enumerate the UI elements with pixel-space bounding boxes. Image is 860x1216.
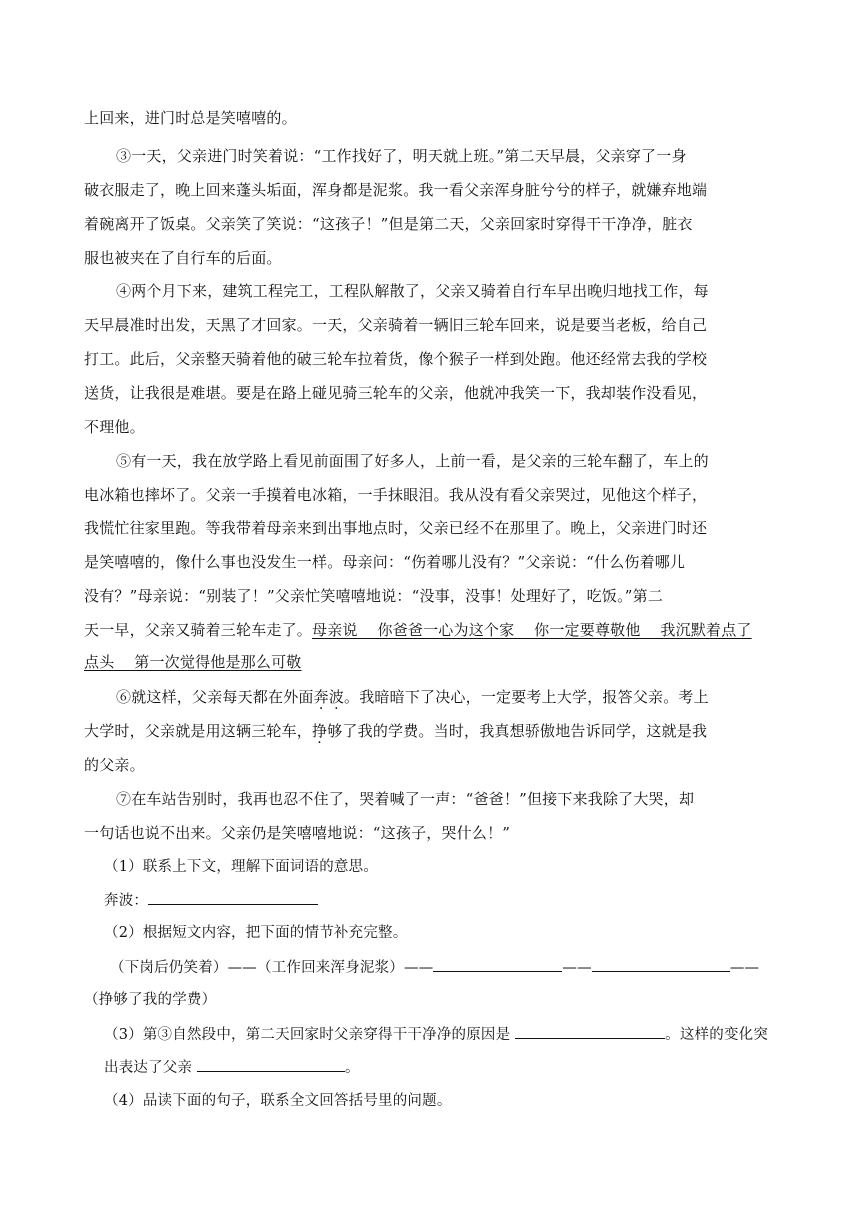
paragraph-4-line: 天早晨准时出发，天黑了才回家。一天，父亲骑着一辆旧三轮车回来，说是要当老板，给自己: [84, 316, 708, 334]
paragraph-5-line: 电冰箱也摔坏了。父亲一手摸着电冰箱，一手抹眼泪。我从没有看父亲哭过，见他这个样子，: [84, 486, 708, 504]
question-3-text: （3）第③自然段中，第二天回家时父亲穿得干干净净的原因是: [104, 1027, 511, 1043]
paragraph-3-line: 着碗离开了饭桌。父亲笑了笑说：“这孩子！”但是第二天，父亲回家时穿得干干净净，脏衣: [84, 215, 693, 233]
paragraph-6-line: 的父亲。: [84, 756, 145, 774]
paragraph-5-text: 天一早，父亲又骑着三轮车走了。: [84, 621, 313, 639]
paragraph-6-text: 。我暗暗下了决心，一定要考上大学，报答父亲。考上: [344, 688, 709, 706]
question-1-answer: [104, 890, 798, 911]
paragraph-2-tail: 上回来，进门时总是笑嘻嘻的。: [84, 109, 297, 127]
paragraph-6-text: ⑥就这样，父亲每天都在外面: [116, 688, 314, 706]
paragraph-6-text: 大学时，父亲就是用这辆三轮车，: [84, 722, 313, 740]
paragraph-5-line: 我慌忙往家里跑。等我带着母亲来到出事地点时，父亲已经不在那里了。晚上，父亲进门时还: [84, 519, 708, 537]
question-2: （2）根据短文内容，把下面的情节补充完整。: [104, 925, 408, 941]
dotted-character: 奔: [313, 688, 329, 706]
paragraph-4-line: 不理他。: [84, 418, 145, 436]
answer-blank[interactable]: [148, 890, 318, 905]
answer-blank[interactable]: [515, 1024, 665, 1039]
dotted-character: 波: [328, 688, 345, 706]
answer-blank[interactable]: [197, 1057, 345, 1072]
underlined-sentence: 点头 第一次觉得他是那么可敬: [84, 653, 302, 671]
plot-sequence: （下岗后仍笑着）——（工作回来浑身泥浆）——: [110, 960, 434, 976]
paragraph-6-text: 够了我的学费。当时，我真想骄傲地告诉同学，这就是我: [327, 722, 708, 740]
question-1: （1）联系上下文，理解下面词语的意思。: [104, 859, 379, 875]
paragraph-5-line: [84, 652, 778, 672]
question-3-line-2: [104, 1057, 798, 1078]
question-4: （4）品读下面的句子，联系全文回答括号里的问题。: [104, 1093, 452, 1109]
paragraph-5-line: ⑤有一天，我在放学路上看见前面围了好多人，上前一看，是父亲的三轮车翻了，车上的: [116, 452, 709, 470]
paragraph-6-line: [116, 687, 778, 707]
question-3: [104, 1024, 798, 1045]
dash-separator: ——: [729, 960, 760, 976]
question-3-text: 。: [345, 1060, 360, 1076]
question-3-text: 。这样的变化突: [665, 1027, 769, 1043]
paragraph-4-line: ④两个月下来，建筑工程完工，工程队解散了，父亲又骑着自行车早出晚归地找工作，每: [116, 282, 709, 300]
question-2-plot-tail: （挣够了我的学费）: [84, 992, 217, 1008]
paragraph-4-line: 送货，让我很是难堪。要是在路上碰见骑三轮车的父亲，他就冲我笑一下，我却装作没看见，: [84, 384, 708, 402]
paragraph-7-line: ⑦在车站告别时，我再也忍不住了，哭着喊了一声：“爸爸！”但接下来我除了大哭，却: [116, 790, 695, 808]
paragraph-5-line: 没有？”母亲说：“别装了！”父亲忙笑嘻嘻地说：“没事，没事！处理好了，吃饭。”第二: [84, 587, 664, 605]
question-1-word: 奔波：: [104, 893, 149, 909]
answer-blank[interactable]: [433, 957, 562, 972]
paragraph-3-line: 服也被夹在了自行车的后面。: [84, 249, 282, 267]
paragraph-6-line: [84, 721, 778, 741]
paragraph-3-line: 破衣服走了，晚上回来蓬头垢面，浑身都是泥浆。我一看父亲浑身脏兮兮的样子，就嫌弃地端: [84, 181, 708, 199]
answer-blank[interactable]: [592, 957, 730, 972]
dotted-character: 挣: [312, 722, 328, 740]
underlined-sentence: 母亲说 你爸爸一心为这个家 你一定要尊敬他 我沉默着点了: [312, 621, 752, 639]
paragraph-7-line: 一句话也说不出来。父亲仍是笑嘻嘻地说：“这孩子，哭什么！”: [84, 824, 511, 842]
question-2-plot-line: [110, 957, 804, 978]
paragraph-5-line: [84, 620, 778, 640]
question-3-text: 出表达了父亲: [104, 1060, 193, 1076]
paragraph-4-line: 打工。此后，父亲整天骑着他的破三轮车拉着货，像个猴子一样到处跑。他还经常去我的学校: [84, 350, 708, 368]
paragraph-3-line: ③一天，父亲进门时笑着说：“工作找好了，明天就上班。”第二天早晨，父亲穿了一身: [116, 147, 687, 165]
paragraph-5-line: 是笑嘻嘻的，像什么事也没发生一样。母亲问：“伤着哪儿没有？”父亲说：“什么伤着哪儿: [84, 553, 686, 571]
dash-separator: ——: [562, 960, 592, 976]
